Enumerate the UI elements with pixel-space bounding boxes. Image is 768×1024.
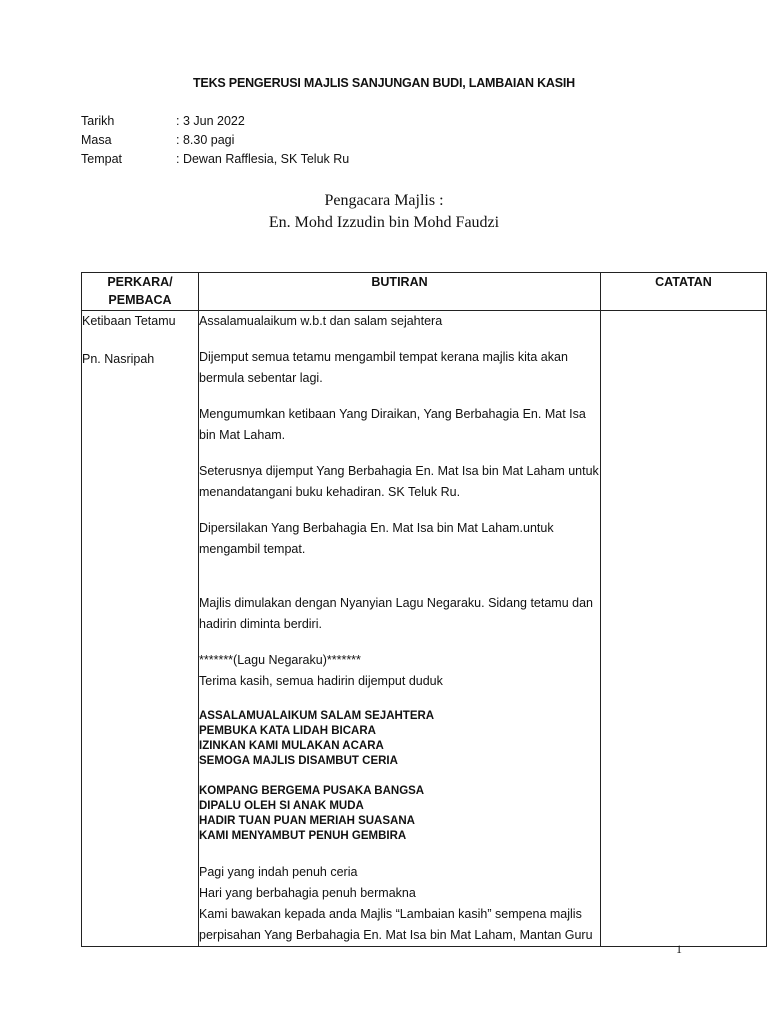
- venue-label: Tempat: [81, 152, 122, 166]
- pantun-line: KAMI MENYAMBUT PENUH GEMBIRA: [199, 830, 407, 842]
- butiran-paragraph: Mengumumkan ketibaan Yang Diraikan, Yang Berbahagia En. Mat Isa bin Mat Laham.: [199, 407, 586, 442]
- butiran-paragraph: Hari yang berbahagia penuh bermakna: [199, 886, 416, 900]
- pantun-verse-1: [199, 709, 600, 769]
- event-details: [81, 112, 349, 169]
- butiran-paragraph: Dijemput semua tetamu mengambil tempat kerana majlis kita akan bermula sebentar lagi.: [199, 350, 568, 385]
- venue-row: [81, 150, 349, 169]
- time-value: : 8.30 pagi: [176, 133, 235, 147]
- page-number: 1: [676, 942, 682, 956]
- emcee-block: [0, 190, 768, 234]
- date-label: Tarikh: [81, 114, 115, 128]
- pantun-line: PEMBUKA KATA LIDAH BICARA: [199, 725, 376, 737]
- emcee-name: En. Mohd Izzudin bin Mohd Faudzi: [268, 214, 500, 231]
- table-row: [82, 311, 767, 947]
- pantun-line: SEMOGA MAJLIS DISAMBUT CERIA: [199, 755, 398, 767]
- butiran-cell: [199, 311, 601, 947]
- butiran-paragraph: Kami bawakan kepada anda Majlis “Lambaian kasih” sempena majlis perpisahan Yang Berbahagia En. Mat Isa bin Mat Laham, Mantan Guru: [199, 907, 593, 942]
- perkara-item: Ketibaan Tetamu: [82, 314, 176, 328]
- header-perkara: PERKARA/ PEMBACA: [82, 273, 199, 311]
- agenda-table: [81, 272, 767, 947]
- butiran-paragraph: Dipersilakan Yang Berbahagia En. Mat Isa bin Mat Laham.untuk mengambil tempat.: [199, 521, 554, 556]
- date-row: [81, 112, 349, 131]
- venue-value: : Dewan Rafflesia, SK Teluk Ru: [176, 152, 350, 166]
- pantun-line: HADIR TUAN PUAN MERIAH SUASANA: [199, 815, 415, 827]
- header-butiran: BUTIRAN: [199, 273, 601, 311]
- butiran-paragraph: Terima kasih, semua hadirin dijemput duduk: [199, 674, 443, 688]
- butiran-paragraph: Seterusnya dijemput Yang Berbahagia En. Mat Isa bin Mat Laham untuk menandatangani buku kehadiran. SK Teluk Ru.: [199, 464, 599, 499]
- pantun-line: ASSALAMUALAIKUM SALAM SEJAHTERA: [199, 710, 435, 722]
- header-catatan: CATATAN: [601, 273, 767, 311]
- butiran-anthem-line: *******(Lagu Negaraku)*******: [199, 653, 361, 667]
- perkara-reader: Pn. Nasripah: [82, 352, 155, 366]
- perkara-cell: [82, 311, 199, 947]
- pantun-line: IZINKAN KAMI MULAKAN ACARA: [199, 740, 384, 752]
- pantun-line: DIPALU OLEH SI ANAK MUDA: [199, 800, 364, 812]
- table-header-row: [82, 273, 767, 311]
- emcee-title: Pengacara Majlis :: [324, 192, 444, 209]
- butiran-paragraph: Pagi yang indah penuh ceria: [199, 865, 358, 879]
- pantun-line: KOMPANG BERGEMA PUSAKA BANGSA: [199, 785, 425, 797]
- time-label: Masa: [81, 133, 112, 147]
- butiran-greeting: Assalamualaikum w.b.t dan salam sejahtera: [199, 314, 443, 328]
- date-value: : 3 Jun 2022: [176, 114, 245, 128]
- pantun-verse-2: [199, 784, 600, 844]
- catatan-cell: [601, 311, 767, 947]
- time-row: [81, 131, 349, 150]
- butiran-paragraph: Majlis dimulakan dengan Nyanyian Lagu Negaraku. Sidang tetamu dan hadirin diminta berdiri.: [199, 596, 594, 631]
- document-title: TEKS PENGERUSI MAJLIS SANJUNGAN BUDI, LAMBAIAN KASIH: [193, 76, 575, 90]
